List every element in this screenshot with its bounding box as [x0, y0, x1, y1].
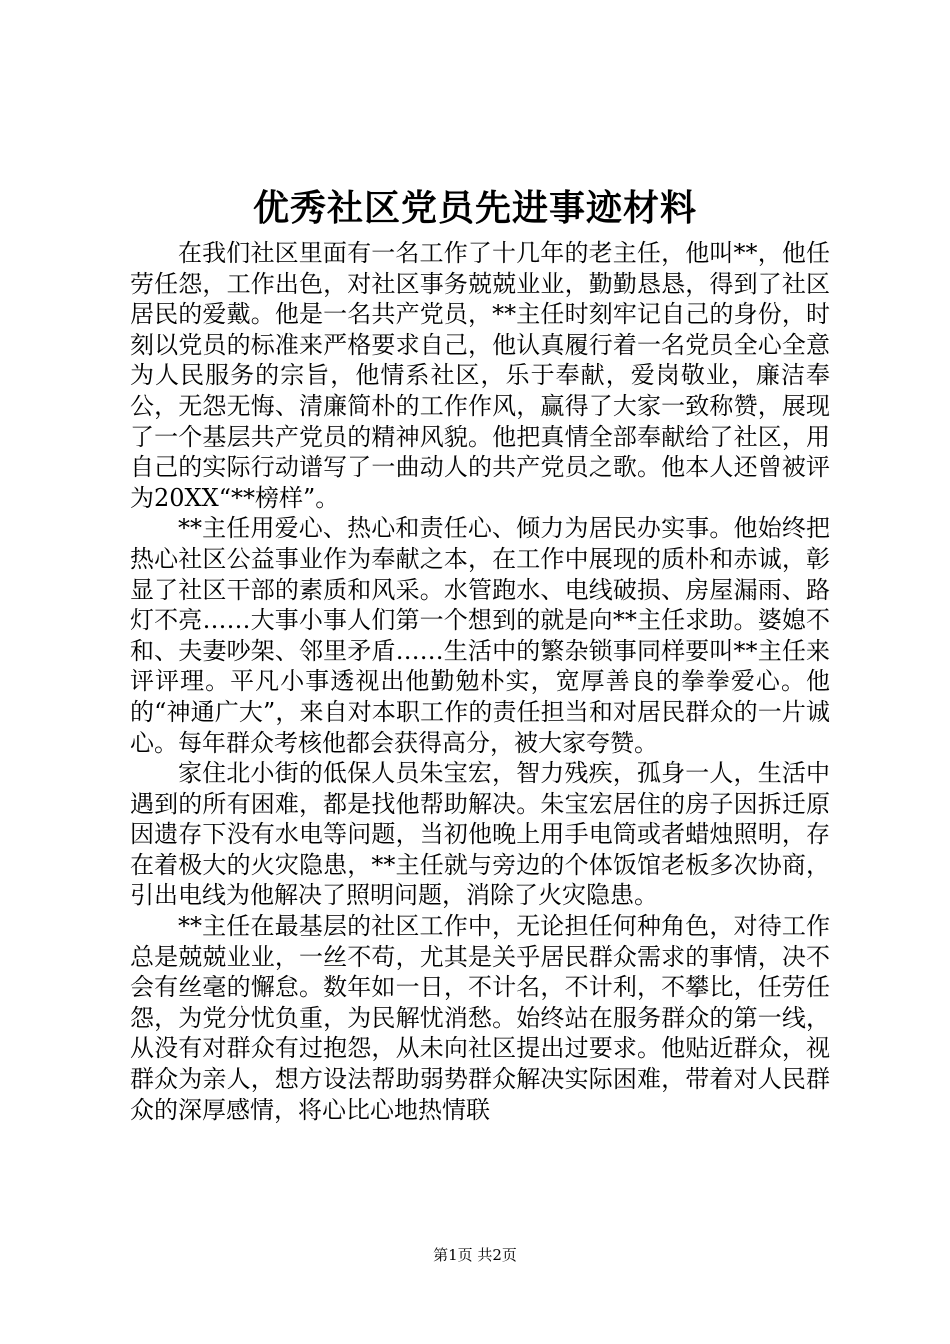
- page-number-footer: 第1页 共2页: [433, 1246, 517, 1264]
- document-body: [130, 238, 830, 1125]
- paragraph-2: **主任用爱心、热心和责任心、倾力为居民办实事。他始终把热心社区公益事业作为奉献之本，在工作中展现的质朴和赤诚，彰显了社区干部的素质和风采。水管跑水、电线破损、房屋漏雨、路灯不亮……大事小事人们第一个想到的就是向**主任求助。婆媳不和、夫妻吵架、邻里矛盾……生活中的繁杂锁事同样要叫**主任来评评理。平凡小事透视出他勤勉朴实，宽厚善良的拳拳爱心。他的“神通广大”，来自对本职工作的责任担当和对居民群众的一片诚心。每年群众考核他都会获得高分，被大家夸赞。: [130, 514, 830, 757]
- document-title: 优秀社区党员先进事迹材料: [252, 187, 697, 229]
- paragraph-3: 家住北小街的低保人员朱宝宏，智力残疾，孤身一人，生活中遇到的所有困难，都是找他帮助解决。朱宝宏居住的房子因拆迁原因遗存下没有水电等问题，当初他晚上用手电筒或者蜡烛照明，存在着极大的火灾隐患，**主任就与旁边的个体饭馆老板多次协商，引出电线为他解决了照明问题，消除了火灾隐患。: [130, 759, 830, 910]
- paragraph-4: **主任在最基层的社区工作中，无论担任何种角色，对待工作总是兢兢业业，一丝不苟，尤其是关乎居民群众需求的事情，决不会有丝毫的懈怠。数年如一日，不计名，不计利，不攀比，任劳任怨，为党分忧负重，为民解忧消愁。始终站在服务群众的第一线，从没有对群众有过抱怨，从未向社区提出过要求。他贴近群众，视群众为亲人，想方设法帮助弱势群众解决实际困难，带着对人民群众的深厚感情，将心比心地热情联: [130, 912, 830, 1124]
- paragraph-1: 在我们社区里面有一名工作了十几年的老主任，他叫**，他任劳任怨，工作出色，对社区事务兢兢业业，勤勤恳恳，得到了社区居民的爱戴。他是一名共产党员，**主任时刻牢记自己的身份，时刻以党员的标准来严格要求自己，他认真履行着一名党员全心全意为人民服务的宗旨，他情系社区，乐于奉献，爱岗敬业，廉洁奉公，无怨无悔、清廉简朴的工作作风，赢得了大家一致称赞，展现了一个基层共产党员的精神风貌。他把真情全部奉献给了社区，用自己的实际行动谱写了一曲动人的共产党员之歌。他本人还曾被评为20XX“**榜样”。: [130, 239, 830, 512]
